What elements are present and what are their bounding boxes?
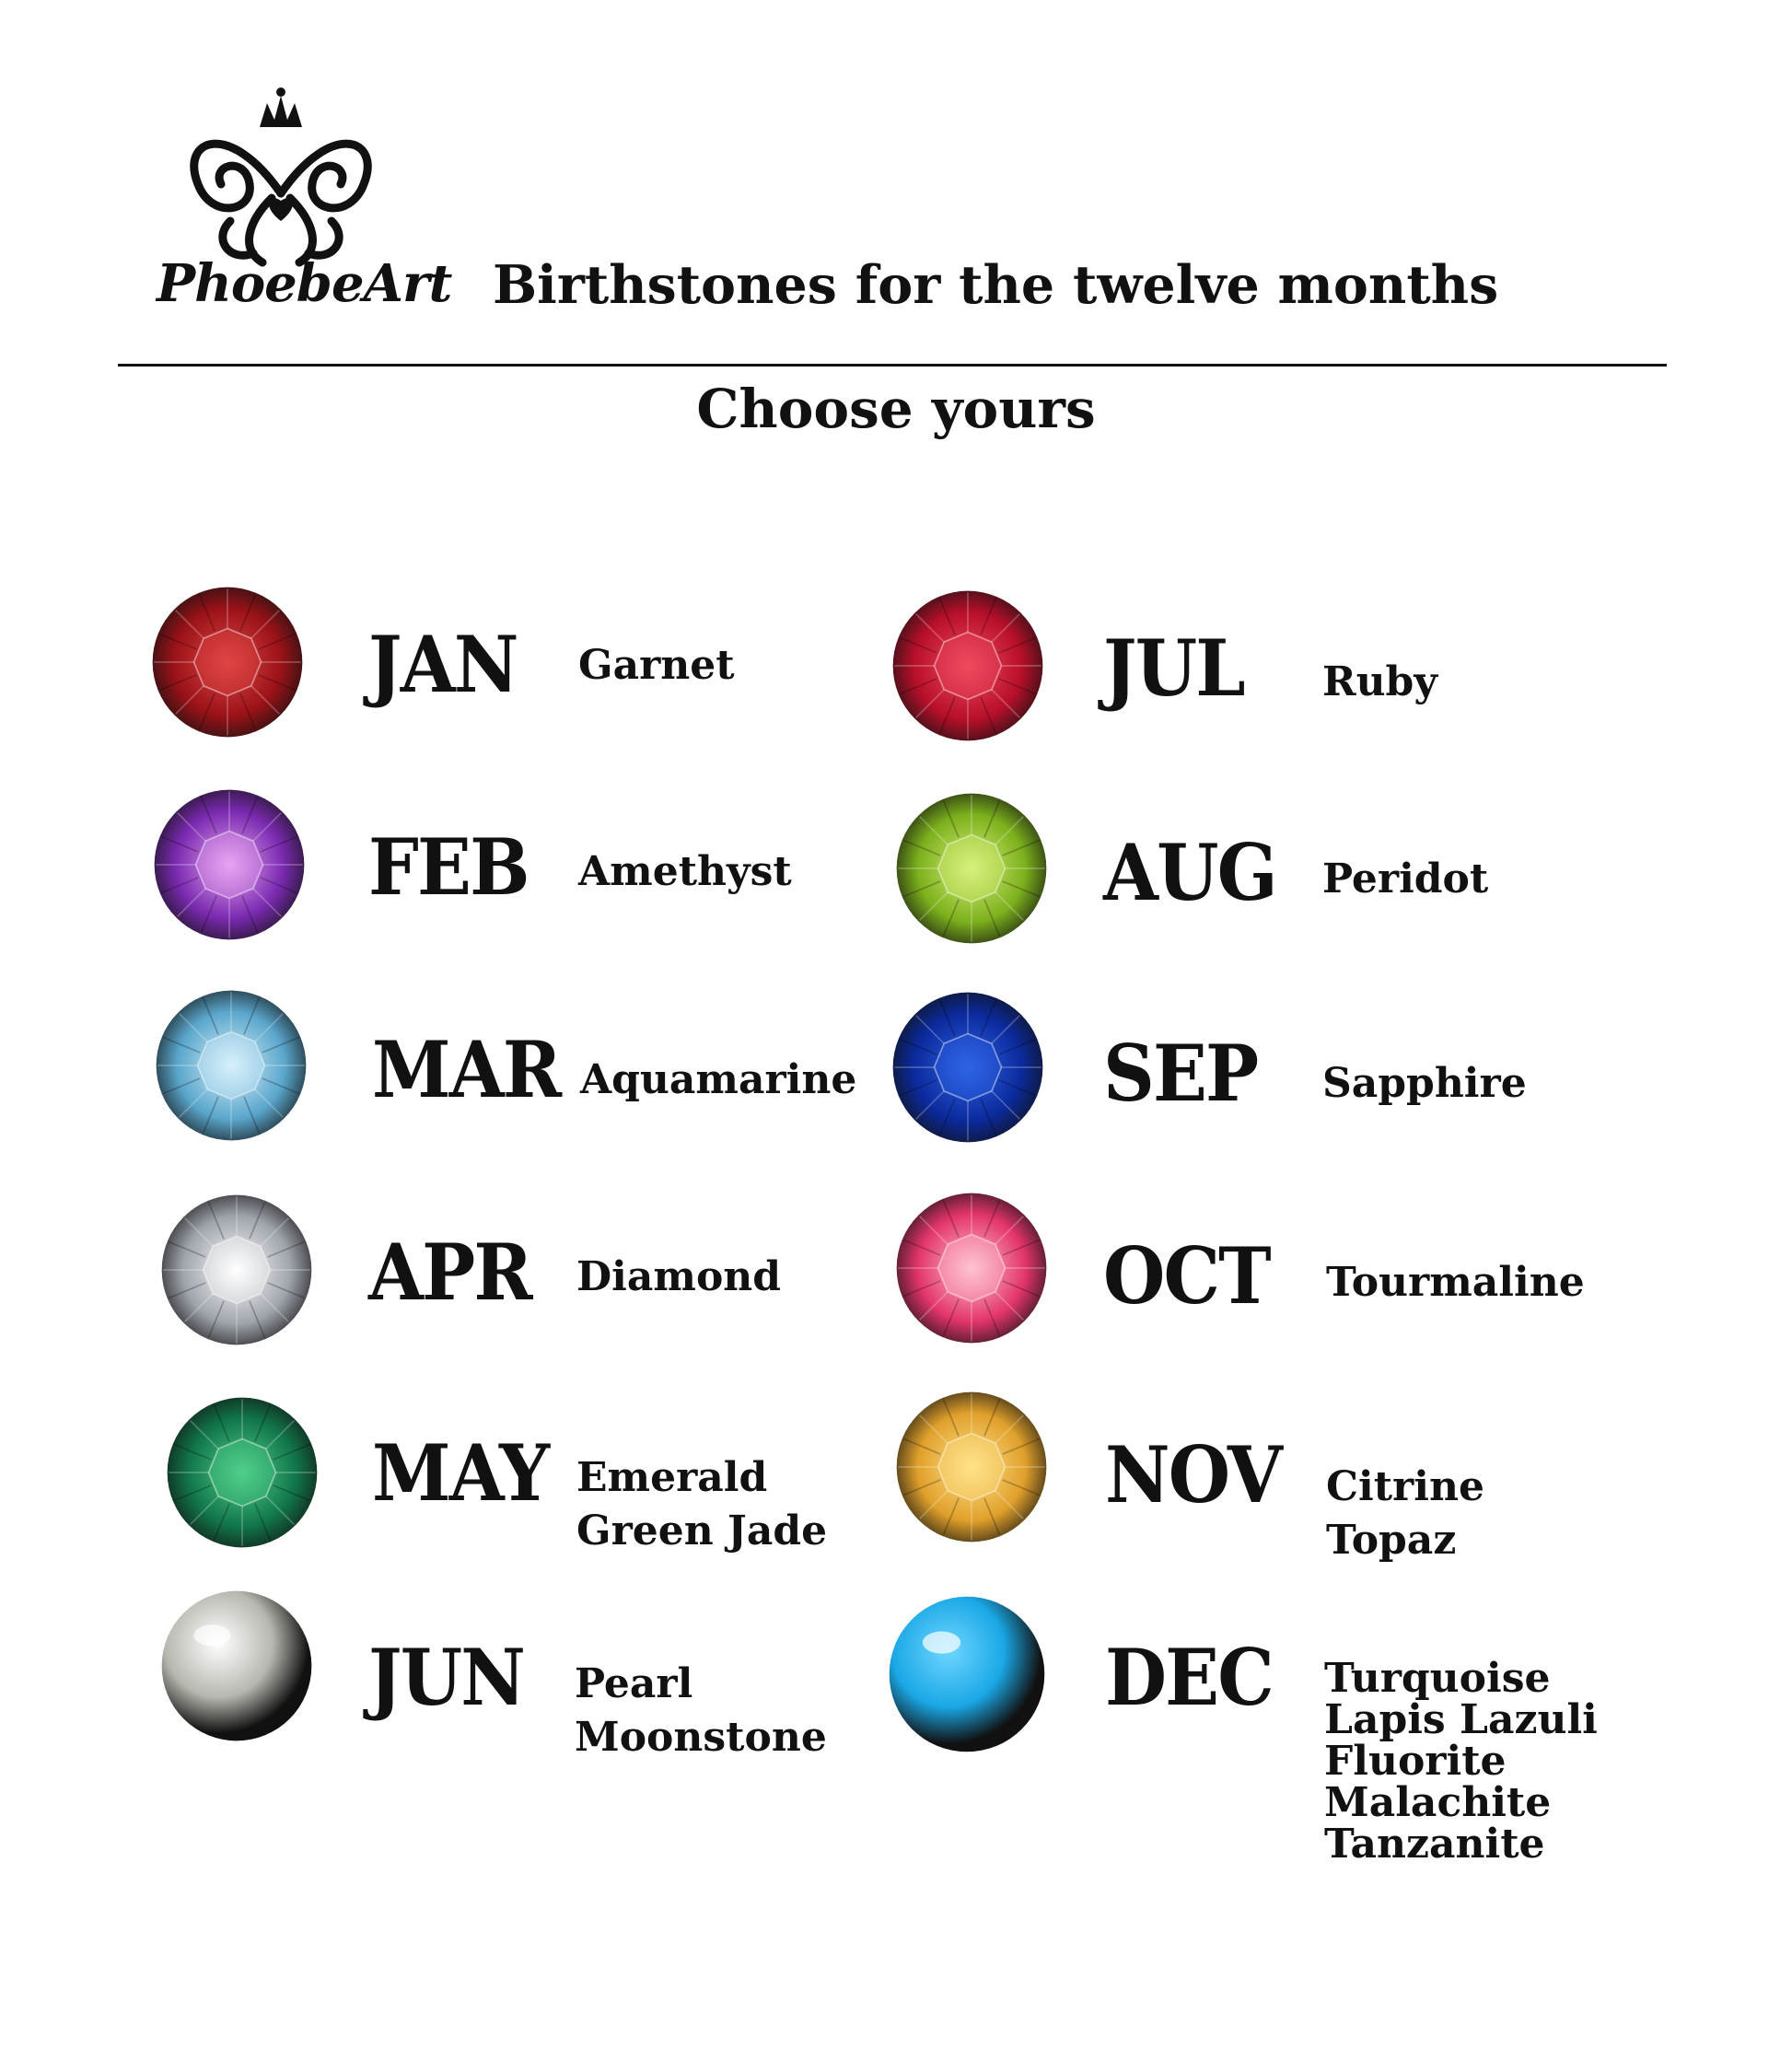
stone-name: Peridot — [1322, 856, 1489, 902]
stone-name: Moonstone — [575, 1714, 827, 1761]
oct-label: OCT — [1103, 1230, 1270, 1321]
oct-stones — [1326, 1256, 1585, 1310]
may-label: MAY — [372, 1427, 549, 1519]
divider — [118, 364, 1667, 367]
stone-name: Tourmaline — [1326, 1259, 1585, 1306]
stone-name: Lapis Lazuli — [1324, 1696, 1598, 1743]
feb-stones — [578, 845, 792, 899]
brand-name: PhoebeArt — [157, 253, 452, 314]
jun-gem-icon[interactable] — [160, 1589, 313, 1742]
mar-label: MAR — [372, 1024, 561, 1115]
stone-name: Aquamarine — [580, 1056, 857, 1103]
jun-stones — [575, 1658, 827, 1764]
stone-name: Tanzanite — [1324, 1821, 1545, 1868]
stone-name: Malachite — [1324, 1779, 1552, 1826]
nov-gem-icon[interactable] — [895, 1391, 1048, 1543]
jan-gem-icon[interactable] — [151, 586, 304, 739]
page-subtitle: Choose yours — [696, 378, 1096, 440]
mar-gem-icon[interactable] — [155, 989, 308, 1142]
apr-gem-icon[interactable] — [160, 1193, 313, 1346]
nov-stones — [1326, 1461, 1484, 1567]
may-gem-icon[interactable] — [166, 1396, 319, 1549]
stone-name: Citrine — [1326, 1463, 1484, 1510]
stone-name: Sapphire — [1322, 1060, 1527, 1107]
stone-name: Turquoise — [1324, 1655, 1551, 1702]
jun-label: JUN — [368, 1632, 525, 1723]
apr-stones — [576, 1251, 781, 1304]
dec-stones — [1324, 1655, 1598, 1868]
stone-name: Diamond — [576, 1253, 782, 1300]
stone-name: Topaz — [1326, 1517, 1457, 1564]
jul-gem-icon[interactable] — [891, 589, 1044, 742]
page-title: Birthstones for the twelve months — [493, 254, 1499, 316]
stone-name: Green Jade — [576, 1507, 828, 1554]
apr-label: APR — [368, 1227, 531, 1318]
stone-name: Garnet — [578, 642, 735, 689]
jul-stones — [1322, 656, 1437, 709]
feb-label: FEB — [368, 821, 529, 913]
logo — [157, 83, 452, 322]
dec-gem-icon[interactable] — [884, 1595, 1050, 1753]
aug-stones — [1322, 853, 1488, 906]
jul-label: JUL — [1103, 623, 1244, 714]
sep-gem-icon[interactable] — [891, 991, 1044, 1144]
feb-gem-icon[interactable] — [153, 788, 306, 941]
mar-stones — [580, 1053, 856, 1107]
jan-stones — [578, 639, 735, 693]
oct-gem-icon[interactable] — [895, 1192, 1048, 1344]
stone-name: Emerald — [576, 1454, 768, 1501]
crown-swan-heart-logo-icon — [175, 83, 387, 267]
sep-label: SEP — [1103, 1028, 1258, 1119]
stone-name: Pearl — [575, 1660, 693, 1707]
stone-name: Fluorite — [1324, 1738, 1507, 1785]
may-stones — [576, 1451, 827, 1558]
nov-label: NOV — [1105, 1429, 1282, 1520]
dec-label: DEC — [1105, 1632, 1273, 1723]
sep-stones — [1322, 1057, 1527, 1111]
aug-label: AUG — [1103, 827, 1276, 918]
aug-gem-icon[interactable] — [895, 792, 1048, 945]
jan-label: JAN — [368, 619, 518, 710]
stone-name: Amethyst — [578, 848, 792, 895]
stone-name: Ruby — [1322, 658, 1437, 705]
